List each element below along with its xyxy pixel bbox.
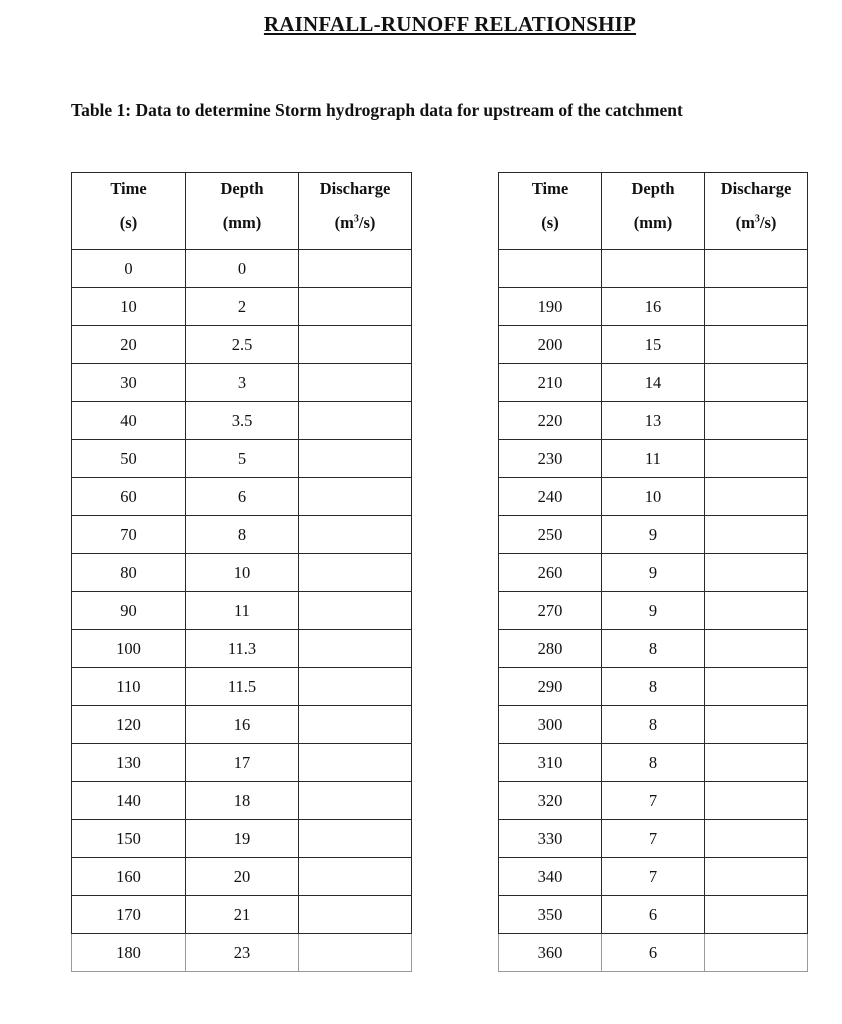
time-cell: 40 <box>72 402 186 440</box>
table-row <box>72 592 412 630</box>
depth-cell: 3.5 <box>186 402 299 440</box>
depth-cell: 10 <box>602 478 705 516</box>
discharge-unit-sup: 3 <box>754 213 760 225</box>
depth-header-label: Depth <box>631 179 675 198</box>
depth-cell: 8 <box>602 630 705 668</box>
depth-cell: 18 <box>186 782 299 820</box>
discharge-cell <box>299 554 412 592</box>
page-title: RAINFALL-RUNOFF RELATIONSHIP <box>263 12 637 36</box>
time-header-unit: (s) <box>119 213 138 232</box>
right-table-body <box>499 250 808 972</box>
table-row <box>72 744 412 782</box>
table-row <box>499 364 808 402</box>
time-cell: 220 <box>499 402 602 440</box>
table-row <box>72 630 412 668</box>
table-row <box>499 668 808 706</box>
time-cell: 300 <box>499 706 602 744</box>
time-cell: 240 <box>499 478 602 516</box>
depth-header <box>602 173 705 250</box>
discharge-unit-suffix: /s) <box>759 213 777 232</box>
time-cell: 350 <box>499 896 602 934</box>
time-cell: 190 <box>499 288 602 326</box>
time-header <box>499 173 602 250</box>
time-header-label: Time <box>110 179 147 198</box>
discharge-cell <box>705 782 808 820</box>
table-caption: Table 1: Data to determine Storm hydrograph data for upstream of the catchment <box>71 100 683 120</box>
discharge-cell <box>705 554 808 592</box>
table-header-row <box>499 173 808 250</box>
discharge-header <box>705 173 808 250</box>
time-cell: 320 <box>499 782 602 820</box>
discharge-cell <box>705 934 808 972</box>
depth-cell: 15 <box>602 326 705 364</box>
discharge-cell <box>299 326 412 364</box>
discharge-cell <box>299 782 412 820</box>
discharge-cell <box>705 896 808 934</box>
depth-cell: 2 <box>186 288 299 326</box>
time-cell: 140 <box>72 782 186 820</box>
depth-cell: 6 <box>602 934 705 972</box>
discharge-cell <box>705 858 808 896</box>
time-header-unit: (s) <box>541 213 559 232</box>
depth-cell: 6 <box>602 896 705 934</box>
time-header <box>72 173 186 250</box>
table-row <box>499 782 808 820</box>
discharge-cell <box>705 402 808 440</box>
discharge-header-label: Discharge <box>720 179 792 198</box>
time-cell <box>499 250 602 288</box>
depth-cell: 8 <box>186 516 299 554</box>
time-cell: 180 <box>72 934 186 972</box>
depth-cell: 8 <box>602 668 705 706</box>
time-cell: 340 <box>499 858 602 896</box>
time-cell: 100 <box>72 630 186 668</box>
table-row <box>499 706 808 744</box>
time-cell: 90 <box>72 592 186 630</box>
depth-cell: 8 <box>602 706 705 744</box>
depth-cell: 20 <box>186 858 299 896</box>
table-row <box>72 440 412 478</box>
time-cell: 160 <box>72 858 186 896</box>
table-row <box>72 934 412 972</box>
table-row <box>72 706 412 744</box>
time-cell: 330 <box>499 820 602 858</box>
time-cell: 310 <box>499 744 602 782</box>
table-row <box>72 858 412 896</box>
table-row <box>72 554 412 592</box>
time-cell: 120 <box>72 706 186 744</box>
depth-cell: 3 <box>186 364 299 402</box>
table-row <box>72 668 412 706</box>
discharge-header-unit <box>705 199 807 233</box>
table-row <box>72 820 412 858</box>
left-table-body <box>72 250 412 972</box>
depth-cell: 8 <box>602 744 705 782</box>
discharge-cell <box>299 478 412 516</box>
depth-cell: 17 <box>186 744 299 782</box>
discharge-cell <box>299 250 412 288</box>
time-cell: 260 <box>499 554 602 592</box>
depth-cell: 11 <box>186 592 299 630</box>
depth-cell: 7 <box>602 782 705 820</box>
depth-cell: 16 <box>186 706 299 744</box>
time-cell: 170 <box>72 896 186 934</box>
depth-cell: 0 <box>186 250 299 288</box>
discharge-cell <box>299 668 412 706</box>
table-row <box>72 402 412 440</box>
depth-header-label: Depth <box>220 179 264 198</box>
table-row <box>72 896 412 934</box>
depth-cell: 9 <box>602 554 705 592</box>
discharge-cell <box>705 478 808 516</box>
table-row <box>72 250 412 288</box>
table-row <box>72 782 412 820</box>
depth-header-unit: (mm) <box>222 213 262 232</box>
discharge-cell <box>299 440 412 478</box>
discharge-cell <box>705 288 808 326</box>
discharge-cell <box>705 820 808 858</box>
discharge-cell <box>705 668 808 706</box>
discharge-cell <box>705 250 808 288</box>
discharge-cell <box>705 630 808 668</box>
depth-cell: 10 <box>186 554 299 592</box>
time-cell: 270 <box>499 592 602 630</box>
time-cell: 200 <box>499 326 602 364</box>
depth-cell: 11 <box>602 440 705 478</box>
discharge-cell <box>299 934 412 972</box>
depth-cell: 6 <box>186 478 299 516</box>
discharge-header-unit <box>299 199 411 233</box>
discharge-unit-sup: 3 <box>353 213 359 225</box>
depth-cell <box>602 250 705 288</box>
depth-cell: 7 <box>602 820 705 858</box>
table-row <box>499 440 808 478</box>
time-cell: 60 <box>72 478 186 516</box>
discharge-unit-prefix: (m <box>735 213 755 232</box>
time-cell: 130 <box>72 744 186 782</box>
discharge-cell <box>705 516 808 554</box>
time-cell: 30 <box>72 364 186 402</box>
discharge-cell <box>299 592 412 630</box>
time-cell: 250 <box>499 516 602 554</box>
depth-cell: 7 <box>602 858 705 896</box>
time-cell: 50 <box>72 440 186 478</box>
discharge-cell <box>299 706 412 744</box>
discharge-unit-prefix: (m <box>334 213 354 232</box>
time-cell: 70 <box>72 516 186 554</box>
time-cell: 230 <box>499 440 602 478</box>
depth-cell: 13 <box>602 402 705 440</box>
depth-header-unit: (mm) <box>633 213 673 232</box>
table-row <box>72 364 412 402</box>
depth-cell: 23 <box>186 934 299 972</box>
table-row <box>499 402 808 440</box>
table-row <box>72 288 412 326</box>
time-cell: 0 <box>72 250 186 288</box>
discharge-cell <box>299 402 412 440</box>
discharge-cell <box>705 744 808 782</box>
discharge-cell <box>705 364 808 402</box>
table-row <box>499 820 808 858</box>
table-row <box>499 592 808 630</box>
depth-cell: 11.5 <box>186 668 299 706</box>
depth-cell: 2.5 <box>186 326 299 364</box>
time-cell: 10 <box>72 288 186 326</box>
discharge-cell <box>299 858 412 896</box>
discharge-cell <box>299 630 412 668</box>
table-row <box>499 554 808 592</box>
discharge-unit-suffix: /s) <box>358 213 376 232</box>
depth-cell: 19 <box>186 820 299 858</box>
table-row <box>499 478 808 516</box>
discharge-header-label: Discharge <box>319 179 391 198</box>
discharge-cell <box>705 326 808 364</box>
depth-header <box>186 173 299 250</box>
depth-cell: 5 <box>186 440 299 478</box>
table-row <box>499 288 808 326</box>
depth-cell: 11.3 <box>186 630 299 668</box>
discharge-cell <box>705 592 808 630</box>
time-cell: 110 <box>72 668 186 706</box>
discharge-header <box>299 173 412 250</box>
time-header-label: Time <box>531 179 569 198</box>
discharge-cell <box>299 364 412 402</box>
table-row <box>499 896 808 934</box>
table-row <box>499 858 808 896</box>
discharge-cell <box>299 516 412 554</box>
table-row <box>72 478 412 516</box>
depth-cell: 14 <box>602 364 705 402</box>
right-data-table <box>498 172 808 972</box>
time-cell: 360 <box>499 934 602 972</box>
discharge-cell <box>299 820 412 858</box>
table-row <box>499 250 808 288</box>
time-cell: 80 <box>72 554 186 592</box>
time-cell: 20 <box>72 326 186 364</box>
table-row <box>499 630 808 668</box>
depth-cell: 9 <box>602 516 705 554</box>
depth-cell: 9 <box>602 592 705 630</box>
table-row <box>499 744 808 782</box>
depth-cell: 21 <box>186 896 299 934</box>
table-row <box>72 326 412 364</box>
table-row <box>72 516 412 554</box>
time-cell: 210 <box>499 364 602 402</box>
time-cell: 280 <box>499 630 602 668</box>
left-data-table <box>71 172 412 972</box>
discharge-cell <box>299 744 412 782</box>
discharge-cell <box>705 706 808 744</box>
table-row <box>499 326 808 364</box>
discharge-cell <box>299 288 412 326</box>
discharge-cell <box>705 440 808 478</box>
discharge-cell <box>299 896 412 934</box>
table-row <box>499 516 808 554</box>
table-header-row <box>72 173 412 250</box>
depth-cell: 16 <box>602 288 705 326</box>
table-row <box>499 934 808 972</box>
time-cell: 290 <box>499 668 602 706</box>
time-cell: 150 <box>72 820 186 858</box>
